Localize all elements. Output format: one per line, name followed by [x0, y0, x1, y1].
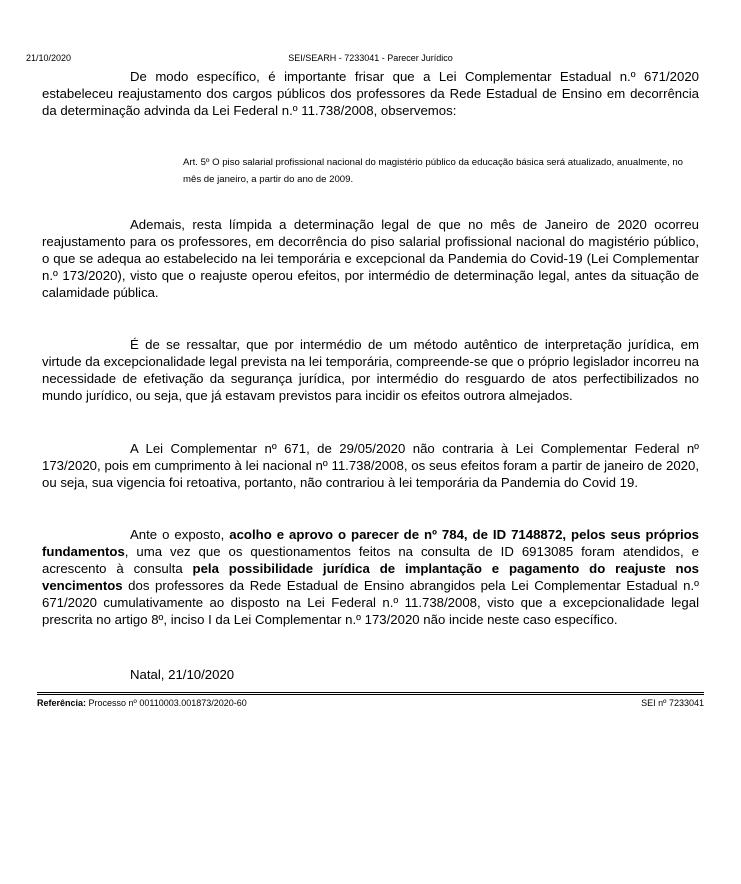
- footer-reference: [37, 698, 247, 708]
- footer-reference-label: Referência:: [37, 698, 87, 708]
- footer-divider: [37, 692, 704, 693]
- closing-place-date: [42, 666, 699, 683]
- paragraph-5: [42, 526, 699, 628]
- paragraph-2: [42, 216, 699, 301]
- paragraph-1-text: De modo específico, é importante frisar que a Lei Complementar Estadual n.º 671/2020 estabeleceu reajustamento dos cargos públicos dos professores da Rede Estadual de Ensino em decorrência da determinação advinda da Lei Federal n.º 11.738/2008, observemos:: [42, 69, 699, 118]
- paragraph-5-bold-a: acolho e aprovo o parecer de nº 784, de ID 7148872, pelos seus próprios fundamentos: [42, 527, 700, 559]
- print-header: [0, 53, 741, 65]
- paragraph-5-bold-b: pela possibilidade jurídica de implantação e pagamento do reajuste nos vencimentos: [42, 561, 700, 593]
- paragraph-2-text: Ademais, resta límpida a determinação legal de que no mês de Janeiro de 2020 ocorreu reajustamento para os professores, em decorrência do piso salarial profissional nacional do magistério público, o que se adequa ao estabelecido na lei temporária e excepcional da Pandemia do Covid-19 (Lei Complementar n.º 173/2020), visto que o reajuste operou efeitos, por intermédio de determinação legal, antes da situação de calamidade pública.: [42, 217, 699, 300]
- paragraph-4-text: A Lei Complementar nº 671, de 29/05/2020 não contraria à Lei Complementar Federal nº 173/2020, pois em cumprimento à lei nacional nº 11.738/2008, os seus efeitos foram a partir de janeiro de 2020, ou seja, sua vigencia foi retoativa, portanto, não contrariou à lei temporária da Pandemia do Covid 19.: [42, 441, 699, 490]
- footer-sei-number: SEI nº 7233041: [641, 698, 704, 708]
- paragraph-4: [42, 440, 699, 491]
- paragraph-3: [42, 336, 699, 404]
- document-title: SEI/SEARH - 7233041 - Parecer Jurídico: [288, 53, 453, 63]
- paragraph-5-text-b: , uma vez que os questionamentos feitos na consulta de ID 6913085 foram atendidos, e acrescento à consulta: [42, 544, 699, 576]
- print-date: 21/10/2020: [26, 53, 72, 63]
- closing-text: Natal, 21/10/2020: [130, 667, 235, 682]
- paragraph-5-text-a: Ante o exposto,: [130, 527, 230, 542]
- footer-reference-text: Processo nº 00110003.001873/2020-60: [86, 698, 247, 708]
- paragraph-3-text: É de se ressaltar, que por intermédio de um método autêntico de interpretação jurídica, em virtude da excepcionalidade legal prevista na lei temporária, compreende-se que o próprio legislador incorreu na necessidade de efetivação da segurança jurídica, por intermédio do resguardo de atos perfectibilizados no mundo jurídico, ou seja, que já estavam previstos para incidir os efeitos outrora almejados.: [42, 337, 699, 403]
- footer-divider-secondary: [37, 694, 704, 695]
- paragraph-5-text-c: dos professores da Rede Estadual de Ensino abrangidos pela Lei Complementar Estadual n.º 671/2020 cumulativamente ao disposto na Lei Federal n.º 11.738/2008, visto que a excepcionalidade legal prescrita no artigo 8º, inciso I da Lei Complementar n.º 173/2020 não incide neste caso específico.: [42, 578, 699, 627]
- paragraph-1: [42, 68, 699, 119]
- law-citation-quote: Art. 5º O piso salarial profissional nacional do magistério público da educação básica será atualizado, anualmente, no mês de janeiro, a partir do ano de 2009.: [183, 157, 684, 185]
